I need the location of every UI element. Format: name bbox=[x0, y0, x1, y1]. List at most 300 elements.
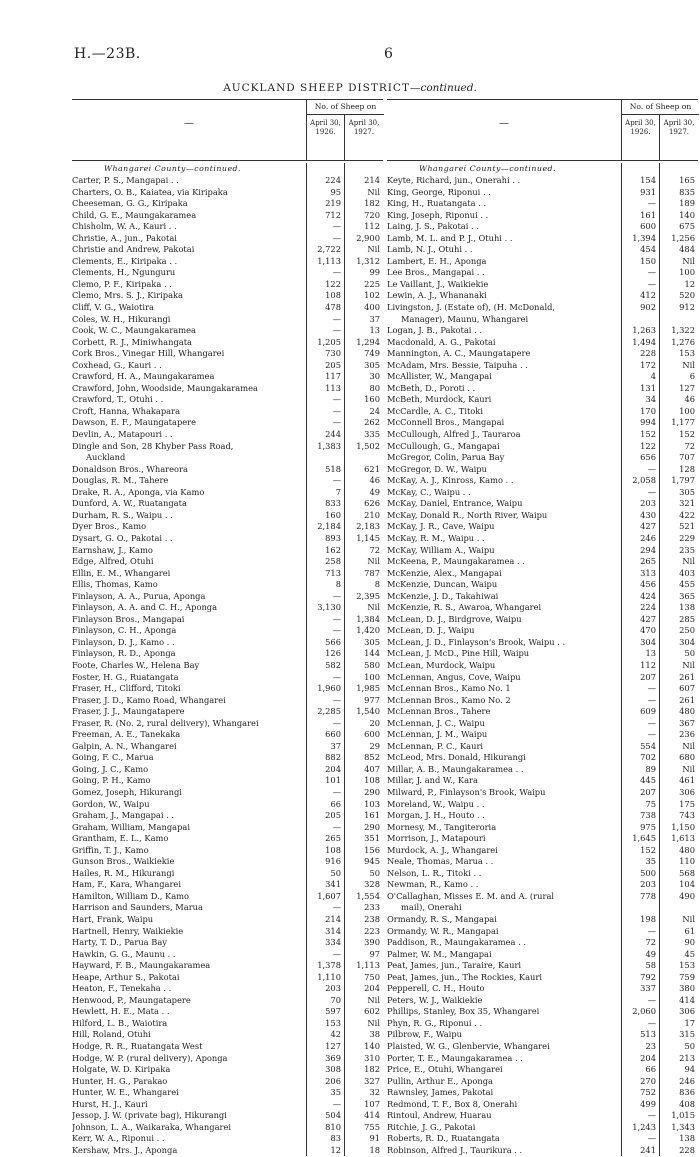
sheep-1926: 1,110 bbox=[317, 971, 341, 982]
owner-name: McLean, J. McD., Pine Hill, Waipu bbox=[387, 648, 530, 659]
owner-name: Millar, A. B., Maungakaramea . . bbox=[387, 763, 524, 774]
sheep-1926: 456 bbox=[640, 579, 656, 590]
table-row bbox=[387, 1122, 698, 1134]
owner-name: McLennan, Angus, Cove, Waipu bbox=[387, 671, 521, 682]
owner-name: Price, E., Otuhi, Whangarei bbox=[387, 1064, 503, 1075]
table-row bbox=[387, 718, 698, 730]
table-row bbox=[72, 510, 383, 522]
table-row bbox=[387, 533, 698, 545]
table-row bbox=[387, 591, 698, 603]
sheep-1926: — bbox=[332, 786, 341, 797]
table-row bbox=[72, 337, 383, 349]
owner-column-header: — bbox=[184, 118, 194, 129]
owner-name: Phillips, Stanley, Box 35, Whangarei bbox=[387, 1006, 540, 1017]
owner-name: Lambert, E. H., Aponga bbox=[387, 255, 487, 266]
sheep-1926: 58 bbox=[645, 960, 656, 971]
sheep-1927: 1,343 bbox=[671, 1121, 695, 1132]
sheep-1927: 138 bbox=[679, 602, 695, 613]
table-row bbox=[387, 244, 698, 256]
table-row bbox=[72, 602, 383, 614]
sheep-1926: — bbox=[332, 405, 341, 416]
sheep-1926: 730 bbox=[325, 348, 341, 359]
sheep-1927: 12 bbox=[684, 278, 695, 289]
sheep-1927: 50 bbox=[684, 1041, 695, 1052]
table-row bbox=[72, 648, 383, 660]
sheep-1927: 602 bbox=[364, 1006, 380, 1017]
sheep-1926: 153 bbox=[325, 1017, 341, 1028]
sheep-1926: 108 bbox=[325, 844, 341, 855]
table-row bbox=[387, 1018, 698, 1030]
sheep-1927: 46 bbox=[684, 394, 695, 405]
owner-name: Cliff, V. G., Waiotira bbox=[72, 302, 154, 313]
sheep-1927: 1,420 bbox=[356, 625, 380, 636]
owner-name: Mannington, A. C., Maungatapere bbox=[387, 348, 531, 359]
sheep-1926: — bbox=[332, 1098, 341, 1109]
table-row bbox=[72, 822, 383, 834]
sheep-1926: 7 bbox=[335, 486, 341, 497]
sheep-1927: 38 bbox=[369, 1029, 380, 1040]
owner-name: O'Callaghan, Misses E. M. and A. (rural bbox=[387, 890, 555, 901]
sheep-1926: 12 bbox=[330, 1144, 341, 1155]
sheep-1926: — bbox=[332, 948, 341, 959]
owner-name: Hartnell, Henry, Waikiekie bbox=[72, 925, 184, 936]
county-subheading: Whangarei County—continued. bbox=[104, 164, 242, 173]
table-row bbox=[72, 533, 383, 545]
sheep-1926: 207 bbox=[640, 671, 656, 682]
sheep-1926: 122 bbox=[325, 278, 341, 289]
sheep-1926: — bbox=[647, 683, 656, 694]
owner-name: McCullough, Alfred J., Tauraroa bbox=[387, 429, 521, 440]
table-row bbox=[387, 637, 698, 649]
sheep-1926: — bbox=[332, 221, 341, 232]
sheep-1927: 1,276 bbox=[671, 336, 695, 347]
sheep-1926: 1,243 bbox=[632, 1121, 656, 1132]
owner-name: McLennan, J. M., Waipu bbox=[387, 729, 488, 740]
sheep-1926: — bbox=[647, 463, 656, 474]
sheep-1927: 720 bbox=[364, 209, 380, 220]
sheep-1926: 554 bbox=[640, 740, 656, 751]
sheep-1926: 152 bbox=[640, 844, 656, 855]
sheep-1926: — bbox=[332, 417, 341, 428]
sheep-1926: 470 bbox=[640, 625, 656, 636]
sheep-1927: 91 bbox=[369, 1133, 380, 1144]
sheep-1927: 72 bbox=[684, 440, 695, 451]
sheep-1927: 380 bbox=[679, 983, 695, 994]
table-row bbox=[387, 937, 698, 949]
sheep-1927: 235 bbox=[679, 544, 695, 555]
owner-name: Roberts, R. D., Ruatangata bbox=[387, 1133, 500, 1144]
owner-name: Kershaw, Mrs. J., Aponga bbox=[72, 1144, 178, 1155]
sheep-1926: 308 bbox=[325, 1064, 341, 1075]
sheep-1926: 2,285 bbox=[317, 706, 341, 717]
sheep-1926: 294 bbox=[640, 544, 656, 555]
sheep-1926: 113 bbox=[325, 382, 341, 393]
sheep-1926: 34 bbox=[645, 394, 656, 405]
sheep-1927: 261 bbox=[679, 671, 695, 682]
row-list bbox=[72, 175, 383, 1156]
table-row bbox=[387, 175, 698, 187]
sheep-1926: 205 bbox=[325, 810, 341, 821]
sheep-1927: 175 bbox=[679, 798, 695, 809]
table-row bbox=[387, 868, 698, 880]
owner-name: Finlayson, C. H., Aponga bbox=[72, 625, 177, 636]
sheep-1927: 403 bbox=[679, 567, 695, 578]
sheep-1926: 609 bbox=[640, 706, 656, 717]
table-row bbox=[72, 314, 383, 326]
sheep-1926: 127 bbox=[325, 1041, 341, 1052]
table-row bbox=[387, 556, 698, 568]
owner-name: McCardle, A. C., Titoki bbox=[387, 405, 483, 416]
table-row bbox=[387, 302, 698, 314]
owner-name: Logan, J. B., Pakotai . . bbox=[387, 325, 483, 336]
table-row bbox=[72, 614, 383, 626]
table-row bbox=[72, 290, 383, 302]
sheep-1927: 480 bbox=[679, 706, 695, 717]
sheep-1927: 262 bbox=[364, 417, 380, 428]
sheep-1927: 306 bbox=[679, 786, 695, 797]
sheep-1927: Nil bbox=[682, 659, 695, 670]
owner-name: Gomez, Joseph, Hikurangi bbox=[72, 786, 182, 797]
table-row bbox=[387, 995, 698, 1007]
owner-name: Clemo, P. F., Kiripaka . . bbox=[72, 278, 172, 289]
sheep-1926: — bbox=[332, 625, 341, 636]
owner-name: Ormandy, R. S., Mangapai bbox=[387, 914, 497, 924]
owner-name: Pepperell, C. H., Houto bbox=[387, 983, 485, 994]
owner-name: McKay, Daniel, Entrance, Waipu bbox=[387, 498, 523, 509]
sheep-1927: 72 bbox=[369, 544, 380, 555]
sheep-1926: 810 bbox=[325, 1121, 341, 1132]
sheep-1926: — bbox=[647, 694, 656, 705]
sheep-1926: 89 bbox=[645, 763, 656, 774]
sheep-1927: 246 bbox=[679, 1075, 695, 1086]
sheep-1927: 29 bbox=[369, 740, 380, 751]
sheep-1927: 18 bbox=[369, 1144, 380, 1155]
sheep-1926: 427 bbox=[640, 521, 656, 532]
table-row bbox=[387, 845, 698, 857]
table-row bbox=[387, 406, 698, 418]
owner-name: Le Vaillant, J., Waikiekie bbox=[387, 278, 489, 289]
owner-name: McKay, C., Waipu . . bbox=[387, 486, 471, 497]
owner-name: McGregor, D. W., Waipu bbox=[387, 463, 487, 474]
owner-name: Auckland bbox=[86, 452, 126, 463]
sheep-1926: 916 bbox=[325, 856, 341, 867]
sheep-1926: 597 bbox=[325, 1006, 341, 1017]
owner-name: Heaton, F., Tenekaha . . bbox=[72, 983, 172, 994]
table-row bbox=[387, 452, 698, 464]
owner-name: Nelson, L. R., Titoki . . bbox=[387, 867, 482, 878]
owner-name: Livingston, J. (Estate of), (H. McDonald, bbox=[387, 302, 556, 313]
owner-name: Rintoul, Andrew, Huarau bbox=[387, 1110, 492, 1121]
sheep-1926: 49 bbox=[645, 948, 656, 959]
sheep-1927: 335 bbox=[364, 429, 380, 440]
table-row bbox=[387, 949, 698, 961]
right-table bbox=[387, 99, 698, 1156]
sheep-1927: 104 bbox=[679, 879, 695, 890]
table-row bbox=[72, 718, 383, 730]
table-row bbox=[387, 833, 698, 845]
owner-name: Macdonald, A. G., Pakotai bbox=[387, 336, 496, 347]
sheep-1926 bbox=[306, 452, 344, 464]
table-row bbox=[387, 441, 698, 453]
owner-name: Phyn, R. G., Riponui . . bbox=[387, 1017, 483, 1028]
sheep-1926: — bbox=[332, 394, 341, 405]
sheep-1927: 787 bbox=[364, 567, 380, 578]
sheep-1927: 1,015 bbox=[671, 1110, 695, 1121]
owner-name: Hart, Frank, Waipu bbox=[72, 914, 154, 924]
sheep-1926: 206 bbox=[325, 1075, 341, 1086]
table-row bbox=[72, 637, 383, 649]
owner-name: Christie, A., jun., Pakotai bbox=[72, 232, 177, 243]
owner-name: Hill, Roland, Otuhi bbox=[72, 1029, 151, 1040]
sheep-1926: — bbox=[332, 475, 341, 486]
sheep-1927: 305 bbox=[364, 359, 380, 370]
sheep-1926: 224 bbox=[640, 602, 656, 613]
owner-name: Dawson, E. F., Maungatapere bbox=[72, 417, 197, 428]
owner-name: Ormandy, W. R., Mangapai bbox=[387, 925, 499, 936]
owner-name: Gunson Bros., Waikiekie bbox=[72, 856, 175, 867]
owner-name: Crawford, H. A., Maungakaramea bbox=[72, 371, 215, 382]
sheep-1927: 749 bbox=[364, 348, 380, 359]
owner-name: Newman, R., Kamo . . bbox=[387, 879, 479, 890]
owner-name: McConnell Bros., Mangapai bbox=[387, 417, 505, 428]
table-row bbox=[387, 1110, 698, 1122]
sheep-1927: Nil bbox=[367, 602, 380, 613]
table-row bbox=[387, 1053, 698, 1065]
table-row bbox=[72, 937, 383, 949]
owner-name: Clements, E., Kiripaka . . bbox=[72, 255, 178, 266]
table-row bbox=[387, 360, 698, 372]
table-row bbox=[387, 926, 698, 938]
sheep-1926: 702 bbox=[640, 752, 656, 763]
sheep-1927: 1,502 bbox=[356, 440, 380, 451]
sheep-1926: 152 bbox=[640, 429, 656, 440]
owner-name: Clements, H., Ngunguru bbox=[72, 267, 176, 278]
table-row bbox=[72, 579, 383, 591]
sheep-1927: Nil bbox=[367, 186, 380, 197]
table-row bbox=[72, 775, 383, 787]
sheep-1927: 261 bbox=[679, 694, 695, 705]
owner-name: McLean, D. J., Birdgrove, Waipu bbox=[387, 613, 522, 624]
owner-name: Murdock, A. J., Whangarei bbox=[387, 844, 498, 855]
owner-name: Peat, James, jun., Taraire, Kauri bbox=[387, 960, 522, 971]
sheep-1926: 205 bbox=[325, 359, 341, 370]
sheep-1927: 327 bbox=[364, 1075, 380, 1086]
table-row bbox=[387, 902, 698, 914]
sheep-1927: Nil bbox=[682, 556, 695, 567]
owner-name: Hamilton, William D., Kamo bbox=[72, 890, 190, 901]
table-row bbox=[387, 602, 698, 614]
sheep-1926: 3,130 bbox=[317, 602, 341, 613]
sheep-1927: 152 bbox=[679, 429, 695, 440]
owner-name: Hawkin, G. G., Maunu . . bbox=[72, 948, 176, 959]
sheep-1927: 6 bbox=[689, 371, 695, 382]
owner-name: Mornesy, M., Tangiteroria bbox=[387, 821, 497, 832]
sheep-1926: 122 bbox=[640, 440, 656, 451]
table-row bbox=[387, 325, 698, 337]
table-row bbox=[72, 279, 383, 291]
sheep-1926: 13 bbox=[645, 648, 656, 659]
table-row bbox=[387, 787, 698, 799]
table-row bbox=[387, 579, 698, 591]
sheep-1926: 1,607 bbox=[317, 890, 341, 901]
owner-name: Morgan, J. H., Houto . . bbox=[387, 810, 485, 821]
sheep-1926: — bbox=[332, 613, 341, 624]
col-1926-header: April 30, 1926. bbox=[621, 114, 659, 160]
sheep-1927: 189 bbox=[679, 198, 695, 209]
owner-name: Ritchie, J. G., Pakotai bbox=[387, 1121, 476, 1132]
owner-name: McKenzie, J. D., Takahiwai bbox=[387, 590, 499, 601]
owner-name: McKenzie, Alex., Mangapai bbox=[387, 567, 502, 578]
sheep-1927: 250 bbox=[679, 625, 695, 636]
owner-name: Neale, Thomas, Marua . . bbox=[387, 856, 494, 867]
sheep-1926: 70 bbox=[330, 994, 341, 1005]
sheep-1927: 1,797 bbox=[671, 475, 695, 486]
sheep-1927: 414 bbox=[679, 994, 695, 1005]
sheep-1927: 1,113 bbox=[356, 960, 380, 971]
owner-name: Gordon, W., Waipu bbox=[72, 798, 150, 809]
owner-name: Lee Bros., Mangapai . . bbox=[387, 267, 485, 278]
sheep-1927: 1,145 bbox=[356, 532, 380, 543]
sheep-1927: 484 bbox=[679, 244, 695, 255]
owner-name: Peters, W. J., Waikiekie bbox=[387, 994, 483, 1005]
table-row bbox=[72, 568, 383, 580]
sheep-1927: 285 bbox=[679, 613, 695, 624]
table-row bbox=[387, 187, 698, 199]
sheep-1927: 213 bbox=[679, 1052, 695, 1063]
sheep-1927: Nil bbox=[682, 914, 695, 924]
owner-name: Edge, Alfred, Otuhi bbox=[72, 556, 154, 567]
owner-name: Charters, O. B., Kaiatea, via Kiripaka bbox=[72, 186, 228, 197]
sheep-1926: — bbox=[332, 902, 341, 913]
table-row bbox=[387, 879, 698, 891]
owner-name: McKay, A. J., Kinross, Kamo . . bbox=[387, 475, 514, 486]
sheep-1926: 2,184 bbox=[317, 521, 341, 532]
owner-name: Fraser, J. J., Maungatapere bbox=[72, 706, 185, 717]
sheep-1927: 140 bbox=[679, 209, 695, 220]
sheep-1927: 1,294 bbox=[356, 336, 380, 347]
sheep-1927: 290 bbox=[364, 821, 380, 832]
sheep-1926: 8 bbox=[335, 579, 341, 590]
table-row bbox=[72, 406, 383, 418]
sheep-1926: 214 bbox=[325, 914, 341, 924]
sheep-1927: 80 bbox=[369, 382, 380, 393]
table-row bbox=[72, 175, 383, 187]
sheep-1926: 518 bbox=[325, 463, 341, 474]
owner-name: Paddison, R., Maungakaramea . . bbox=[387, 937, 527, 948]
sheep-1926: 37 bbox=[330, 740, 341, 751]
table-row bbox=[72, 902, 383, 914]
sheep-1926: 660 bbox=[325, 729, 341, 740]
sheep-1927: 945 bbox=[364, 856, 380, 867]
sheep-1926: 150 bbox=[640, 255, 656, 266]
sheep-1926: 1,205 bbox=[317, 336, 341, 347]
sheep-1927: 1,150 bbox=[671, 821, 695, 832]
owner-name: Porter, T. E., Maungakaramea . . bbox=[387, 1052, 523, 1063]
sheep-1926: 219 bbox=[325, 198, 341, 209]
table-row bbox=[387, 487, 698, 499]
sheep-1927: 165 bbox=[679, 175, 695, 185]
sheep-1927: 2,395 bbox=[356, 590, 380, 601]
sheep-1927: 977 bbox=[364, 694, 380, 705]
owner-name: Going, P. H., Kamo bbox=[72, 775, 151, 786]
sheep-1926: 2,722 bbox=[317, 244, 341, 255]
sheep-1927: 128 bbox=[679, 463, 695, 474]
owner-name: Finlayson Bros., Mangapai bbox=[72, 613, 185, 624]
sheep-1926: 265 bbox=[640, 556, 656, 567]
owner-name: Ham, F., Kara, Whangarei bbox=[72, 879, 181, 890]
sheep-1926: 778 bbox=[640, 890, 656, 901]
sheep-1927 bbox=[344, 452, 383, 464]
sheep-1927: 236 bbox=[679, 729, 695, 740]
table-row bbox=[72, 429, 383, 441]
table-row bbox=[387, 672, 698, 684]
table-row bbox=[72, 1029, 383, 1041]
col-1927-header: April 30, 1927. bbox=[659, 114, 698, 160]
owner-name: McLennan, J. C., Waipu bbox=[387, 717, 485, 728]
table-row bbox=[72, 672, 383, 684]
sheep-1927: 321 bbox=[679, 498, 695, 509]
table-row bbox=[387, 648, 698, 660]
owner-name: Croft, Hanna, Whakapara bbox=[72, 405, 181, 416]
sheep-1926: 902 bbox=[640, 302, 656, 313]
sheep-1927: 408 bbox=[679, 1098, 695, 1109]
sheep-1926: 1,645 bbox=[632, 833, 656, 844]
sheep-1926: 101 bbox=[325, 775, 341, 786]
owner-name: Child, G. E., Maungakaramea bbox=[72, 209, 197, 220]
title-main: AUCKLAND SHEEP DISTRICT bbox=[223, 82, 410, 94]
owner-name: McLennan Bros., Kamo No. 1 bbox=[387, 683, 511, 694]
sheep-1926: 198 bbox=[640, 914, 656, 924]
sheep-1927: 182 bbox=[364, 198, 380, 209]
sheep-1926: 314 bbox=[325, 925, 341, 936]
table-row bbox=[387, 822, 698, 834]
sheep-1926: 203 bbox=[640, 879, 656, 890]
table-row bbox=[72, 487, 383, 499]
sheep-1927: 99 bbox=[369, 267, 380, 278]
owner-name: Foster, H. G., Ruatangata bbox=[72, 671, 179, 682]
table-row bbox=[72, 625, 383, 637]
sheep-1926: 341 bbox=[325, 879, 341, 890]
sheep-1926: 1,383 bbox=[317, 440, 341, 451]
table-row bbox=[72, 995, 383, 1007]
sheep-1927: 100 bbox=[364, 671, 380, 682]
title-suffix: —continued. bbox=[409, 82, 477, 94]
owner-name: mail), Onerahi bbox=[401, 902, 462, 913]
owner-name: McLean, J. D., Finlayson's Brook, Waipu . . bbox=[387, 636, 566, 647]
sheep-1927: 743 bbox=[679, 810, 695, 821]
sheep-1926: — bbox=[647, 198, 656, 209]
table-row bbox=[72, 1133, 383, 1145]
sheep-1927: 13 bbox=[369, 325, 380, 336]
sheep-1927: 210 bbox=[364, 509, 380, 520]
owner-name: McBeth, D., Poroti . . bbox=[387, 382, 476, 393]
sheep-1926 bbox=[621, 314, 659, 326]
table-row bbox=[72, 926, 383, 938]
table-row bbox=[387, 233, 698, 245]
sheep-1927: 144 bbox=[364, 648, 380, 659]
table-row bbox=[387, 972, 698, 984]
table-row bbox=[72, 1087, 383, 1099]
sheep-1926: — bbox=[332, 232, 341, 243]
table-row bbox=[72, 591, 383, 603]
sheep-1927: 836 bbox=[679, 1087, 695, 1098]
sheep-1926: 66 bbox=[645, 1064, 656, 1075]
sheep-1927: 310 bbox=[364, 1052, 380, 1063]
sheep-1926: — bbox=[647, 717, 656, 728]
sheep-1926: 131 bbox=[640, 382, 656, 393]
table-row bbox=[387, 337, 698, 349]
sheep-1927: 414 bbox=[364, 1110, 380, 1121]
